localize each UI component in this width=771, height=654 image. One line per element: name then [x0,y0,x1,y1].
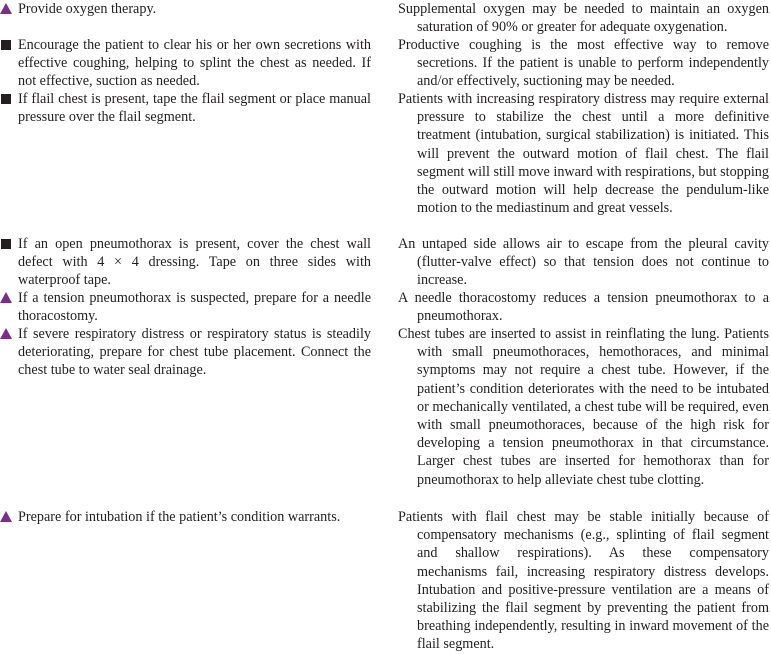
intervention-rationale: Patients with flail chest may be stable initially because of compensatory mechanisms (e.g., splinting of flail segment and shallow respirations). As these compensatory mechanisms fail, increasing respiratory distress develops. Intubation and positive-pressure ventilation are a means of stabilizing the flail segment by preventing the patient from breathing independently, resulting in inward movement of the flail segment. [398,509,769,653]
intervention-action [0,508,371,526]
intervention-rationale: Productive coughing is the most effective way to remove secretions. If the patient is unable to perform independently and/or effectively, suctioning may be needed. [398,37,769,90]
action-text: If an open pneumothorax is present, cover the chest wall defect with 4 × 4 dressing. Tape on three sides with waterproof tape. [18,236,371,289]
intervention-rationale: Supplemental oxygen may be needed to maintain an oxygen saturation of 90% or greater for adequate oxygenation. [398,1,769,36]
intervention-action [0,0,371,18]
action-text: If flail chest is present, tape the flail segment or place manual pressure over the flail segment. [18,91,371,126]
intervention-action [0,235,371,290]
triangle-marker-icon [0,508,14,526]
square-marker-icon [0,235,14,253]
action-text: If severe respiratory distress or respiratory status is steadily deteriorating, prepare for chest tube placement. Connect the chest tube to water seal drainage. [18,326,371,379]
intervention-action [0,325,371,380]
square-marker-icon [0,36,14,54]
intervention-action [0,289,371,325]
intervention-rationale: Patients with increasing respiratory distress may require external pressure to stabilize the chest until a more definitive treatment (intubation, surgical stabilization) is initiated. This will prevent the outward motion of flail chest. The flail segment will still move inward with respirations, but stopping the outward motion will help decrease the pendulum-like motion to the mediastinum and great vessels. [398,91,769,217]
action-text: Provide oxygen therapy. [18,1,157,17]
action-text: Prepare for intubation if the patient’s condition warrants. [18,509,341,525]
intervention-rationale: Chest tubes are inserted to assist in reinflating the lung. Patients with small pneumothoraces, hemothoraces, and minimal symptoms may not require a chest tube. However, if the patient’s condition deteriorates with the need to be intubated or mechanically ventilated, a chest tube will be required, even with small pneumothoraces, because of the high risk for developing a tension pneumothorax in that circumstance. Larger chest tubes are inserted for hemothorax than for pneumothorax to help alleviate chest tube clotting. [398,326,769,488]
action-text: If a tension pneumothorax is suspected, prepare for a needle thoracostomy. [18,290,371,325]
intervention-rationale: A needle thoracostomy reduces a tension pneumothorax to a pneumothorax. [398,290,769,325]
triangle-marker-icon [0,289,14,307]
intervention-rationale: An untaped side allows air to escape from the pleural cavity (flutter-valve effect) so that tension does not continue to increase. [398,236,769,289]
intervention-action [0,90,371,126]
intervention-action [0,36,371,91]
action-text: Encourage the patient to clear his or her own secretions with effective coughing, helping to splint the chest as needed. If not effective, suction as needed. [18,37,371,90]
triangle-marker-icon [0,0,14,18]
square-marker-icon [0,90,14,108]
triangle-marker-icon [0,325,14,343]
